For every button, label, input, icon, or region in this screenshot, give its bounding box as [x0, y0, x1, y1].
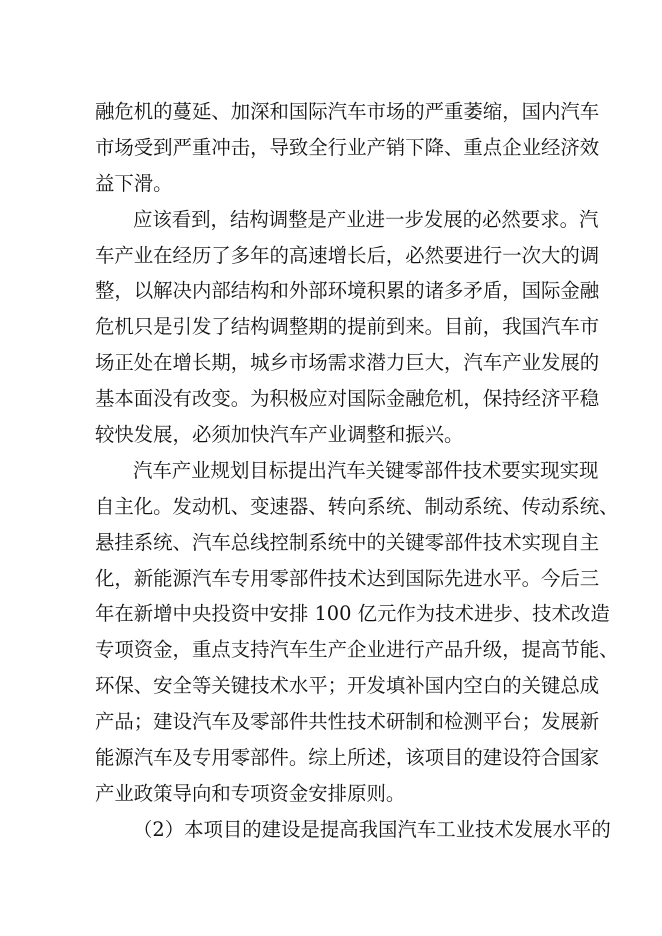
text-line: （2）本项目的建设是提高我国汽车工业技术发展水平的 [133, 817, 611, 841]
text-line: 危机只是引发了结构调整期的提前到来。目前，我国汽车市 [95, 315, 600, 339]
text-line: 产品；建设汽车及零部件共性技术研制和检测平台；发展新 [95, 710, 600, 734]
text-line: 车产业在经历了多年的高速增长后，必然要进行一次大的调 [95, 243, 600, 267]
text-line: 专项资金，重点支持汽车生产企业进行产品升级，提高节能、 [95, 638, 619, 662]
text-line: 悬挂系统、汽车总线控制系统中的关键零部件技术实现自主 [95, 530, 600, 554]
text-line: 应该看到，结构调整是产业进一步发展的必然要求。汽 [133, 207, 599, 231]
paragraph [95, 94, 600, 202]
text-line: 汽车产业规划目标提出汽车关键零部件技术要实现实现 [133, 458, 599, 482]
text-line: 场正处在增长期，城乡市场需求潜力巨大，汽车产业发展的 [95, 351, 600, 375]
text-line: 自主化。发动机、变速器、转向系统、制动系统、传动系统、 [95, 494, 619, 518]
text-line: 产业政策导向和专项资金安排原则。 [95, 781, 406, 805]
paragraph [95, 812, 611, 848]
text-line: 较快发展，必须加快汽车产业调整和振兴。 [95, 423, 464, 447]
text-line: 年在新增中央投资中安排 100 亿元作为技术进步、技术改造 [95, 602, 610, 626]
text-line: 能源汽车及专用零部件。综上所述，该项目的建设符合国家 [95, 746, 600, 770]
text-line: 环保、安全等关键技术水平；开发填补国内空白的关键总成 [95, 674, 600, 698]
text-line: 融危机的蔓延、加深和国际汽车市场的严重萎缩，国内汽车 [95, 100, 600, 123]
text-line: 基本面没有改变。为积极应对国际金融危机，保持经济平稳 [95, 387, 600, 411]
paragraph [95, 453, 619, 812]
text-line: 整，以解决内部结构和外部环境积累的诸多矛盾，国际金融 [95, 279, 600, 303]
text-line: 市场受到严重冲击，导致全行业产销下降、重点企业经济效 [95, 135, 600, 159]
text-line: 化，新能源汽车专用零部件技术达到国际先进水平。今后三 [95, 566, 600, 590]
paragraph [95, 202, 600, 453]
text-line: 益下滑。 [95, 171, 173, 195]
document-body [95, 94, 619, 848]
